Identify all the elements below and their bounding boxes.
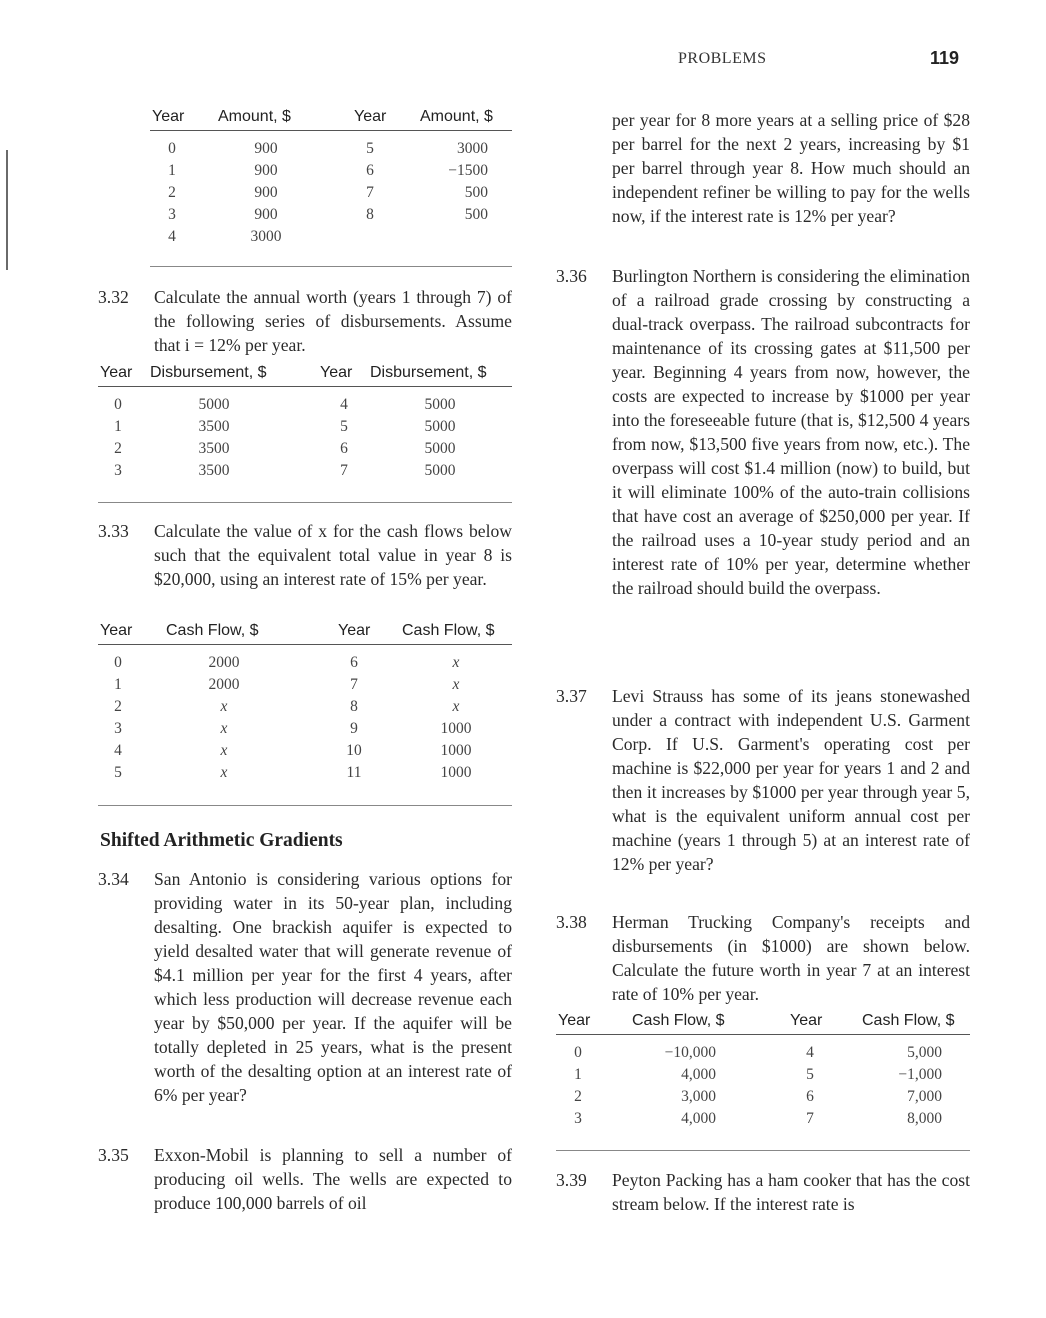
cell-value: 500 (464, 184, 488, 201)
header-year: Year (100, 622, 133, 639)
cell-year: 1 (168, 162, 176, 179)
page-number: 119 (930, 48, 960, 68)
cell-year: 5 (806, 1066, 814, 1083)
header-year: Year (152, 108, 185, 125)
cell-value: 1000 (440, 720, 472, 737)
cell-value: −10,000 (664, 1044, 716, 1061)
problem-number: 3.37 (556, 686, 587, 706)
problem-text: Calculate the annual worth (years 1 through 7) of the following series of disbursements. Assume that i = 12% per year. (154, 287, 512, 355)
cell-year: 8 (366, 206, 374, 223)
cell-year: 8 (350, 698, 358, 715)
cell-value: x (452, 698, 460, 715)
cell-year: 4 (114, 742, 122, 759)
table-cash-flows (556, 1012, 970, 1152)
cell-year: 0 (114, 654, 122, 671)
cell-value: 5000 (198, 396, 230, 413)
cell-value: x (220, 720, 228, 737)
cell-value: 2000 (208, 676, 240, 693)
cell-value: 3500 (198, 418, 230, 435)
problem-3-36 (556, 264, 970, 672)
table-header (150, 108, 512, 131)
cell-value: −1500 (448, 162, 488, 179)
cell-year: 3 (168, 206, 176, 223)
cell-year: 5 (114, 764, 122, 781)
header-amount: Amount, $ (420, 108, 493, 125)
header-cash-flow: Cash Flow, $ (862, 1012, 955, 1029)
cell-year: 7 (340, 462, 348, 479)
problem-3-39 (556, 1168, 970, 1216)
problem-3-33 (98, 519, 512, 615)
cell-value: 1000 (440, 742, 472, 759)
cell-year: 2 (114, 698, 122, 715)
cell-year: 7 (350, 676, 358, 693)
problem-number: 3.34 (98, 869, 129, 889)
header-cash-flow: Cash Flow, $ (632, 1012, 725, 1029)
cell-year: 6 (806, 1088, 814, 1105)
cell-value: 3000 (250, 228, 282, 245)
problem-number: 3.33 (98, 521, 129, 541)
problem-3-32 (98, 285, 512, 357)
problem-text: Exxon-Mobil is planning to sell a number of producing oil wells. The wells are expected to produce 100,000 barrels of oil (154, 1145, 512, 1213)
problem-3-34 (98, 867, 512, 1131)
cell-year: 2 (114, 440, 122, 457)
cell-value: 2000 (208, 654, 240, 671)
cell-year: 7 (806, 1110, 814, 1127)
table-header (98, 364, 512, 387)
problem-number: 3.32 (98, 287, 129, 307)
cell-value: 900 (254, 206, 278, 223)
cell-year: 2 (168, 184, 176, 201)
cell-value: 500 (464, 206, 488, 223)
problem-text: Herman Trucking Company's receipts and disbursements (in $1000) are shown below. Calculate the future worth in year 7 at an interest rate of 10% per year. (612, 912, 970, 1004)
cell-year: 1 (114, 418, 122, 435)
header-year: Year (100, 364, 133, 381)
section-title: Shifted Arithmetic Gradients (100, 830, 343, 851)
cell-year: 6 (366, 162, 374, 179)
cell-year: 7 (366, 184, 374, 201)
cell-year: 5 (340, 418, 348, 435)
header-amount: Amount, $ (218, 108, 291, 125)
cell-value: 900 (254, 162, 278, 179)
cell-year: 2 (574, 1088, 582, 1105)
cell-value: x (220, 698, 228, 715)
header-cash-flow: Cash Flow, $ (402, 622, 495, 639)
problem-3-35 (98, 1143, 512, 1215)
cell-year: 11 (346, 764, 362, 781)
cell-value: 3,000 (681, 1088, 716, 1105)
header-year: Year (354, 108, 387, 125)
cell-year: 3 (114, 462, 122, 479)
problem-text: per year for 8 more years at a selling price of $28 per barrel for the next 2 years, increasing by $1 per barrel through year 8. How much should an independent refiner be willing to pay for the wells now, if the interest rate is 12% per year? (612, 110, 970, 226)
cell-year: 10 (346, 742, 362, 759)
cell-value: x (220, 742, 228, 759)
table-header (98, 622, 512, 645)
table-disbursements (98, 364, 512, 504)
header-year: Year (790, 1012, 823, 1029)
cell-value: x (452, 676, 460, 693)
cell-value: 900 (254, 140, 278, 157)
header-disbursement: Disbursement, $ (150, 364, 267, 381)
table-header (556, 1012, 970, 1035)
cell-year: 6 (340, 440, 348, 457)
cell-value: 4,000 (681, 1110, 716, 1127)
problem-number: 3.35 (98, 1145, 129, 1165)
cell-value: 5000 (424, 418, 456, 435)
cell-year: 1 (574, 1066, 582, 1083)
header-disbursement: Disbursement, $ (370, 364, 487, 381)
cell-value: 1000 (440, 764, 472, 781)
cell-year: 5 (366, 140, 374, 157)
problem-3-38 (556, 910, 970, 1006)
cell-year: 1 (114, 676, 122, 693)
cell-year: 0 (574, 1044, 582, 1061)
cell-value: x (220, 764, 228, 781)
cell-year: 3 (574, 1110, 582, 1127)
problem-text: Peyton Packing has a ham cooker that has the cost stream below. If the interest rate is (612, 1170, 970, 1214)
header-cash-flow: Cash Flow, $ (166, 622, 259, 639)
problem-3-37 (556, 684, 970, 900)
cell-value: 900 (254, 184, 278, 201)
cell-value: 3000 (457, 140, 488, 157)
cell-year: 4 (806, 1044, 814, 1061)
cell-year: 0 (168, 140, 176, 157)
cell-value: 5000 (424, 396, 456, 413)
cell-value: −1,000 (898, 1066, 942, 1083)
header-year: Year (558, 1012, 591, 1029)
cell-value: 5,000 (907, 1044, 942, 1061)
header-year: Year (320, 364, 353, 381)
problem-number: 3.38 (556, 912, 587, 932)
cell-year: 9 (350, 720, 358, 737)
cell-value: 5000 (424, 462, 456, 479)
cell-value: 4,000 (681, 1066, 716, 1083)
table-cash-flows (98, 622, 512, 807)
header-year: Year (338, 622, 371, 639)
cell-year: 0 (114, 396, 122, 413)
cell-year: 6 (350, 654, 358, 671)
cell-value: x (452, 654, 460, 671)
problem-3-35-continued (556, 108, 970, 252)
cell-value: 5000 (424, 440, 456, 457)
cell-value: 3500 (198, 440, 230, 457)
cell-year: 4 (168, 228, 176, 245)
problem-text: San Antonio is considering various options for providing water in its 50-year plan, including desalting. One brackish aquifer is expected to yield desalted water that will generate revenue of $4.1 million per year for the first 4 years, after which less production will decrease revenue each year by $50,000 per year. If the aquifer will be totally depleted in 25 years, what is the present worth of the desalting option at an interest rate of 6% per year? (154, 869, 512, 1105)
cell-value: 7,000 (907, 1088, 942, 1105)
cell-year: 3 (114, 720, 122, 737)
problem-text: Burlington Northern is considering the elimination of a railroad grade crossing by constructing a dual-track overpass. The railroad subcontracts for maintenance of its crossing gates at $11,500 per year. Beginning 4 years from now, however, the costs are expected to increase by $1000 per year into the foreseeable future (that is, $12,500 4 years from now, $13,500 five years from now, etc.). The overpass will cost $1.4 million (now) to build, but it will eliminate 100% of the auto-train collisions that have cost an average of $250,000 per year. If the railroad uses a 10-year study period and an interest rate of 10% per year, determine whether the railroad should build the overpass. (612, 266, 970, 598)
problem-text: Levi Strauss has some of its jeans stonewashed under a contract with independent U.S. Garment Corp. If U.S. Garment's operating cost per machine is $22,000 per year for years 1 and 2 and then it increases by $1000 per year through year 5, what is the equivalent uniform annual cost per machine (years 1 through 5) at an interest rate of 12% per year? (612, 686, 970, 874)
table-amounts (150, 108, 512, 268)
problem-number: 3.39 (556, 1170, 587, 1190)
cell-year: 4 (340, 396, 348, 413)
cell-value: 8,000 (907, 1110, 942, 1127)
problem-number: 3.36 (556, 266, 587, 286)
page-edge-mark (6, 150, 8, 270)
cell-value: 3500 (198, 462, 230, 479)
problem-text: Calculate the value of x for the cash flows below such that the equivalent total value in year 8 is $20,000, using an interest rate of 15% per year. (154, 521, 512, 589)
running-head: PROBLEMS (678, 50, 767, 67)
